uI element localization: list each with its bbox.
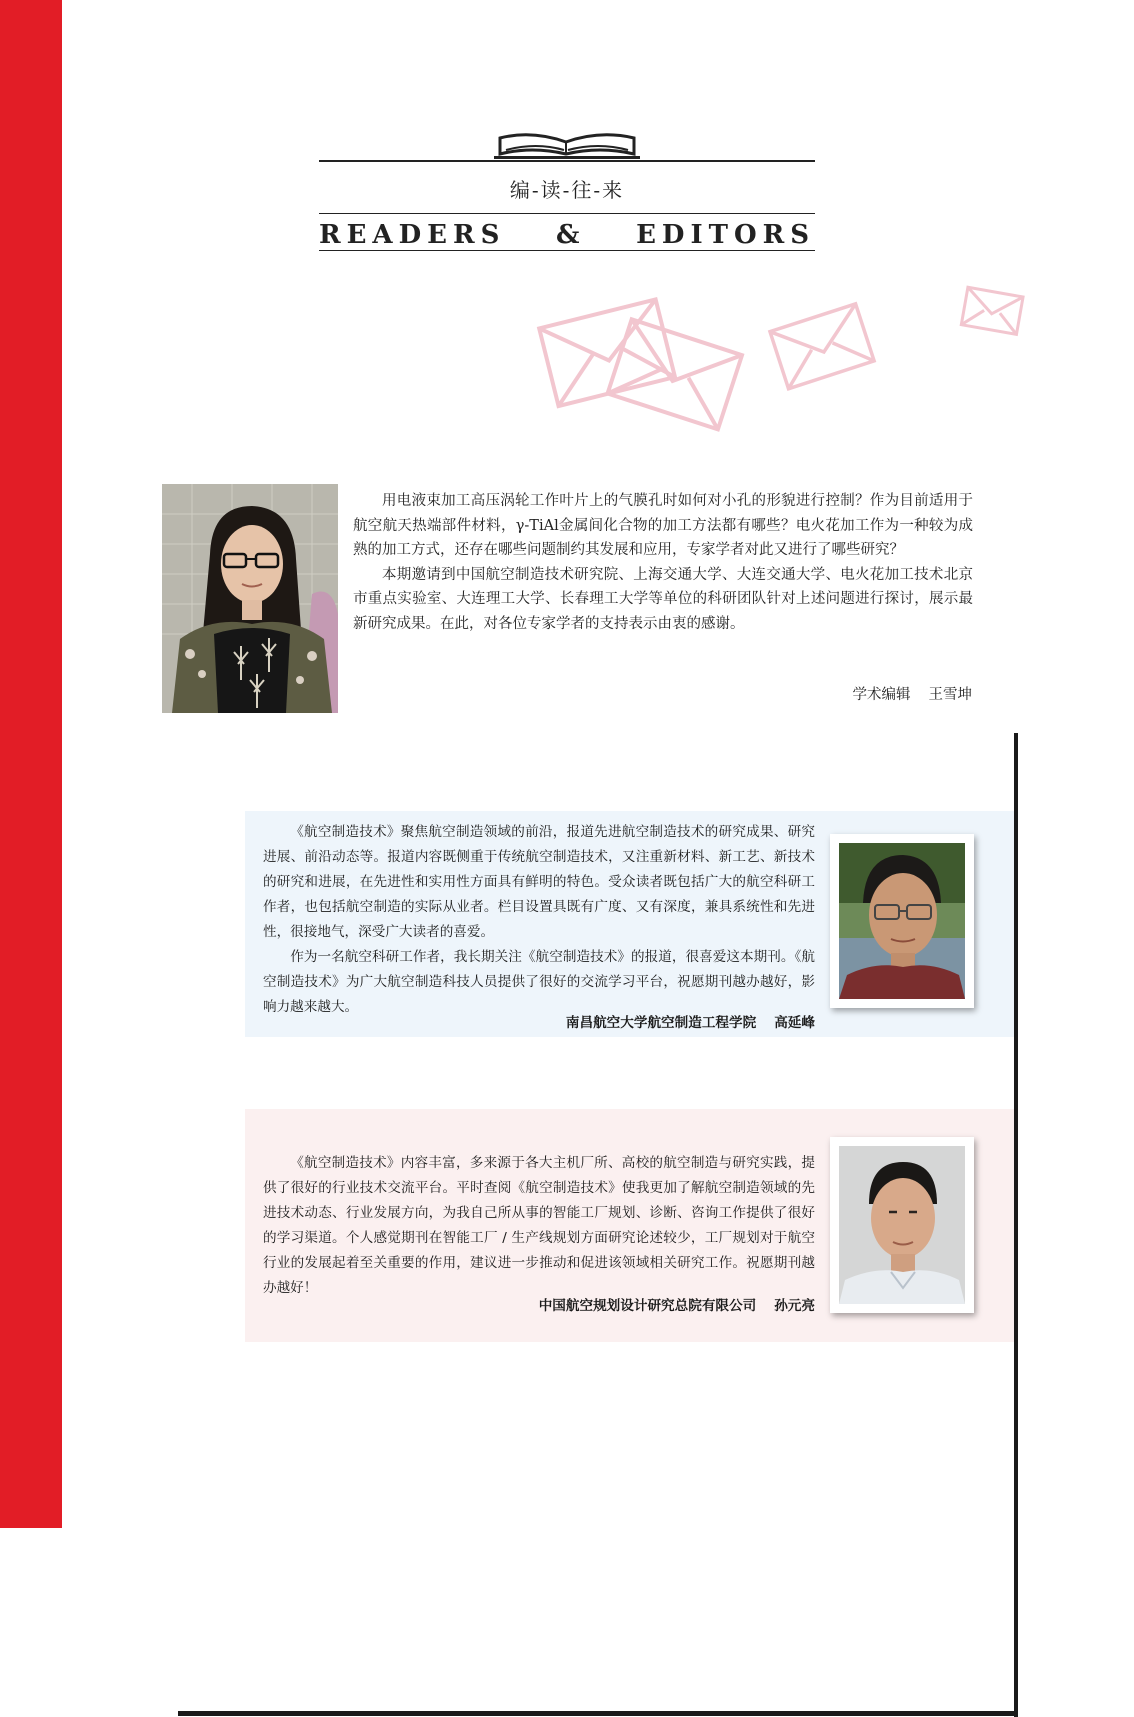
- column-word-readers: READERS: [319, 220, 506, 250]
- reader-comment-text: [263, 820, 815, 1020]
- frame-line-right: [1014, 733, 1018, 1717]
- editor-portrait-image: [162, 484, 338, 713]
- reader-affiliation: 南昌航空大学航空制造工程学院: [565, 1015, 757, 1031]
- reader-signature: [295, 1294, 815, 1314]
- envelope-icon: [605, 312, 750, 437]
- column-title-cn: 编-读-往-来: [509, 178, 625, 202]
- envelope-icon: [767, 296, 879, 396]
- column-word-editors: EDITORS: [636, 220, 815, 250]
- reader-comment-paragraph: 《航空制造技术》聚焦航空制造领域的前沿，报道先进航空制造技术的研究成果、研究进展、前沿动态等。报道内容既侧重于传统航空制造技术，又注重新材料、新工艺、新技术的研究和进展，在先进性和实用性方面具有鲜明的特色。受众读者既包括广大的航空科研工作者，也包括航空制造的实际从业者。栏目设置具既有广度、又有深度，兼具系统性和先进性，很接地气，深受广大读者的喜爱。: [263, 824, 815, 940]
- header-rule-bottom: [319, 250, 815, 251]
- editor-note-text: [353, 489, 973, 636]
- reader1-portrait-image: [839, 843, 965, 999]
- header-rule-top: [319, 160, 815, 162]
- editor-photo: [162, 484, 338, 713]
- editor-note-paragraph: 本期邀请到中国航空制造技术研究院、上海交通大学、大连交通大学、电火花加工技术北京市重点实验室、大连理工大学、长春理工大学等单位的科研团队针对上述问题进行探讨，展示最新研究成果。在此，对各位专家学者的支持表示由衷的感谢。: [353, 566, 973, 632]
- reader-affiliation: 中国航空规划设计研究总院有限公司: [538, 1298, 757, 1314]
- editor-note-paragraph: 用电液束加工高压涡轮工作叶片上的气膜孔时如何对小孔的形貌进行控制？作为目前适用于航空航天热端部件材料，γ-TiAl金属间化合物的加工方法都有哪些？电火花加工作为一种较为成熟的加工方式，还存在哪些问题制约其发展和应用，专家学者对此又进行了哪些研究？: [353, 493, 973, 558]
- header-rule-middle: [319, 213, 815, 214]
- reader-comment-text: [263, 1151, 815, 1301]
- envelope-icon: [958, 284, 1028, 340]
- editor-signature-title: 学术编辑: [852, 687, 911, 703]
- reader-name: 孙元亮: [774, 1298, 815, 1314]
- reader-signature: [295, 1011, 815, 1031]
- reader-comment-paragraph: 《航空制造技术》内容丰富，多来源于各大主机厂所、高校的航空制造与研究实践，提供了很好的行业技术交流平台。平时查阅《航空制造技术》使我更加了解航空制造领域的先进技术动态、行业发展方向，为我自己所从事的智能工厂规划、诊断、咨询工作提供了很好的学习渠道。个人感觉期刊在智能工厂 / 生产线规划方面研究论述较少，工厂规划对于航空行业的发展起着至关重要的作用，建议进一步推动和促进该领域相关研究工作。祝愿期刊越办越好！: [263, 1155, 815, 1296]
- reader2-portrait-image: [839, 1146, 965, 1304]
- editor-signature-name: 王雪坤: [928, 687, 972, 703]
- reader-photo-2: [830, 1137, 974, 1313]
- red-side-strip: [0, 0, 62, 1528]
- column-title-en: [319, 219, 815, 251]
- open-book-icon: [492, 128, 642, 160]
- reader-photo-1: [830, 834, 974, 1008]
- frame-line-bottom: [178, 1711, 1018, 1716]
- reader-name: 高延峰: [774, 1015, 815, 1031]
- editor-signature: [700, 683, 972, 704]
- reader-comment-paragraph: 作为一名航空科研工作者，我长期关注《航空制造技术》的报道，很喜爱这本期刊。《航空制造技术》为广大航空制造科技人员提供了很好的交流学习平台，祝愿期刊越办越好，影响力越来越大。: [263, 949, 815, 1015]
- column-word-ampersand: &: [555, 220, 586, 250]
